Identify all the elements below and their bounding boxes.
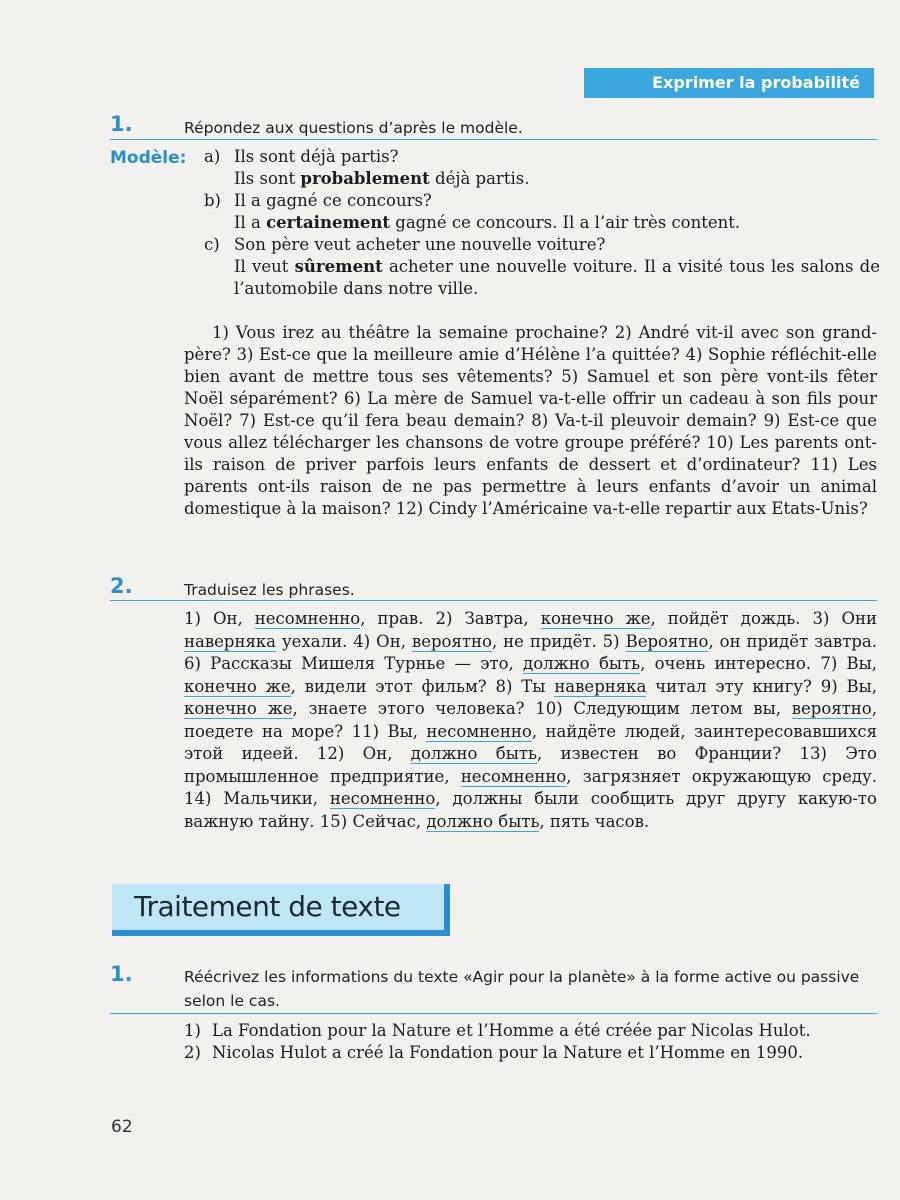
answer-text: La Fondation pour la Nature et l’Homme a été créée par Nicolas Hulot.: [212, 1021, 811, 1040]
model-answer-pre: Il a: [234, 213, 267, 232]
model-answer: [234, 168, 880, 190]
model-item: [204, 190, 880, 234]
underlined-phrase: несомненно: [329, 789, 436, 808]
traitement-banner: Traitement de texte: [112, 884, 450, 936]
model-answer-post: déjà partis.: [429, 169, 530, 188]
sentence-text: , пойдёт дождь. 3) Они: [650, 609, 877, 628]
exercise-2-number: 2.: [110, 574, 133, 598]
exercise-2-instruction: Traduisez les phrases.: [184, 581, 355, 599]
underlined-phrase: вероятно: [791, 699, 872, 718]
sentence-text: , он придёт завтра. 6) Рассказы Мишеля Турнье — это,: [184, 631, 877, 673]
exercise-1-number: 1.: [110, 112, 133, 136]
sentence-text: , пять часов.: [539, 811, 650, 831]
sentence-text: уехали. 4) Он,: [276, 631, 412, 651]
model-label: Modèle:: [110, 148, 187, 168]
model-answer: [234, 212, 880, 234]
model-answer-post: gagné ce concours. Il a l’air très content.: [390, 213, 741, 232]
exercise-1-questions: [184, 322, 877, 520]
sentence-text: читал эту книгу? 9) Вы,: [646, 676, 877, 696]
model-item: [204, 146, 880, 190]
section-tag: Exprimer la probabilité: [584, 68, 874, 98]
underlined-phrase: конечно же: [184, 699, 293, 718]
model-list: [204, 146, 880, 300]
traitement-instruction: Réécrivez les informations du texte «Agir pour la planète» à la forme active ou passive selon le cas.: [184, 968, 860, 1010]
model-answer-keyword: probablement: [300, 169, 430, 188]
sentence-text: , должны были сообщить друг другу какую-то важную тайну. 15) Сейчас,: [184, 789, 877, 831]
underlined-phrase: вероятно: [411, 631, 492, 651]
underlined-phrase: конечно же: [184, 676, 291, 696]
underlined-phrase: должно быть: [410, 744, 537, 763]
model-item-letter: a): [204, 147, 221, 166]
underlined-phrase: наверняка: [184, 631, 277, 651]
model-question: Ils sont déjà partis?: [234, 147, 399, 166]
sentence-text: , очень интересно. 7) Вы,: [640, 654, 877, 673]
page-number: 62: [111, 1117, 133, 1137]
underlined-phrase: несомненно: [426, 721, 532, 741]
underlined-phrase: Вероятно: [625, 631, 709, 651]
sentence-text: , найдёте людей, заинтересовавшихся этой идеей. 12) Он,: [184, 721, 877, 763]
answer-list: [184, 1020, 877, 1064]
exercise-2-sentences: [184, 608, 877, 833]
answer-number: 2): [184, 1043, 201, 1062]
model-answer-keyword: sûrement: [294, 257, 383, 276]
sentence-text: , не придёт. 5): [491, 631, 626, 651]
sentence-text: , прав. 2) Завтра,: [360, 609, 541, 628]
answer-item: [184, 1020, 877, 1042]
sentence-text: , видели этот фильм? 8) Ты: [290, 676, 555, 696]
answer-text: Nicolas Hulot a créé la Fondation pour la Nature et l’Homme en 1990.: [212, 1043, 804, 1062]
underlined-phrase: несомненно: [460, 766, 567, 786]
exercise-1-rule: [110, 139, 877, 140]
sentence-text: , загрязняет окружающую среду. 14) Мальчики,: [184, 766, 877, 808]
model-question: Il a gagné ce concours?: [234, 191, 432, 210]
underlined-phrase: должно быть: [523, 654, 641, 673]
model-item-letter: b): [204, 191, 221, 210]
exercise-1-questions-text: 1) Vous irez au théâtre la semaine prochaine? 2) André vit-il avec son grand-père? 3) Est-ce que la meilleure amie d’Hélène l’a quittée? 4) Sophie réfléchit-elle bien avant de mettre tous ses vêtements? 5) Samuel et son père vont-ils fêter Noël séparément? 6) La mère de Samuel va-t-elle offrir un cadeau à son fils pour Noël? 7) Est-ce qu’il fera beau demain? 8) Va-t-il pleuvoir demain? 9) Est-ce que vous allez télécharger les chansons de votre groupe préféré? 10) Les parents ont-ils raison de priver parfois leurs enfants de dessert et d’ordinateur? 11) Les parents ont-ils raison de ne pas permettre à leurs enfants d’avoir un animal domestique à la maison? 12) Cindy l’Américaine va-t-elle repartir aux Etats-Unis?: [184, 323, 877, 518]
exercise-1-instruction: Répondez aux questions d’après le modèle.: [184, 119, 523, 137]
underlined-phrase: наверняка: [554, 676, 647, 696]
sentence-text: 1) Он,: [184, 609, 255, 628]
traitement-exercise-number: 1.: [110, 962, 133, 986]
model-answer-keyword: certainement: [266, 213, 391, 232]
model-answer-pre: Ils sont: [234, 169, 301, 188]
model-question: Son père veut acheter une nouvelle voiture?: [234, 235, 606, 254]
underlined-phrase: должно быть: [426, 811, 540, 831]
answer-number: 1): [184, 1021, 201, 1040]
exercise-2-rule: [110, 600, 877, 601]
model-answer: [234, 256, 880, 300]
sentence-text: , известен во Франции? 13) Это промышленное предприятие,: [184, 744, 877, 786]
answer-item: [184, 1042, 877, 1064]
model-answer-post: acheter une nouvelle voiture. Il a visité tous les salons de l’automobile dans notre ville.: [234, 257, 880, 298]
traitement-rule: [110, 1013, 877, 1014]
sentence-text: , поедете на море? 11) Вы,: [184, 699, 877, 741]
sentence-text: , знаете этого человека? 10) Следующим летом вы,: [292, 699, 792, 718]
model-answer-pre: Il veut: [234, 257, 295, 276]
model-item-letter: c): [204, 235, 220, 254]
underlined-phrase: конечно же: [540, 609, 651, 628]
underlined-phrase: несомненно: [254, 609, 361, 628]
model-item: [204, 234, 880, 300]
